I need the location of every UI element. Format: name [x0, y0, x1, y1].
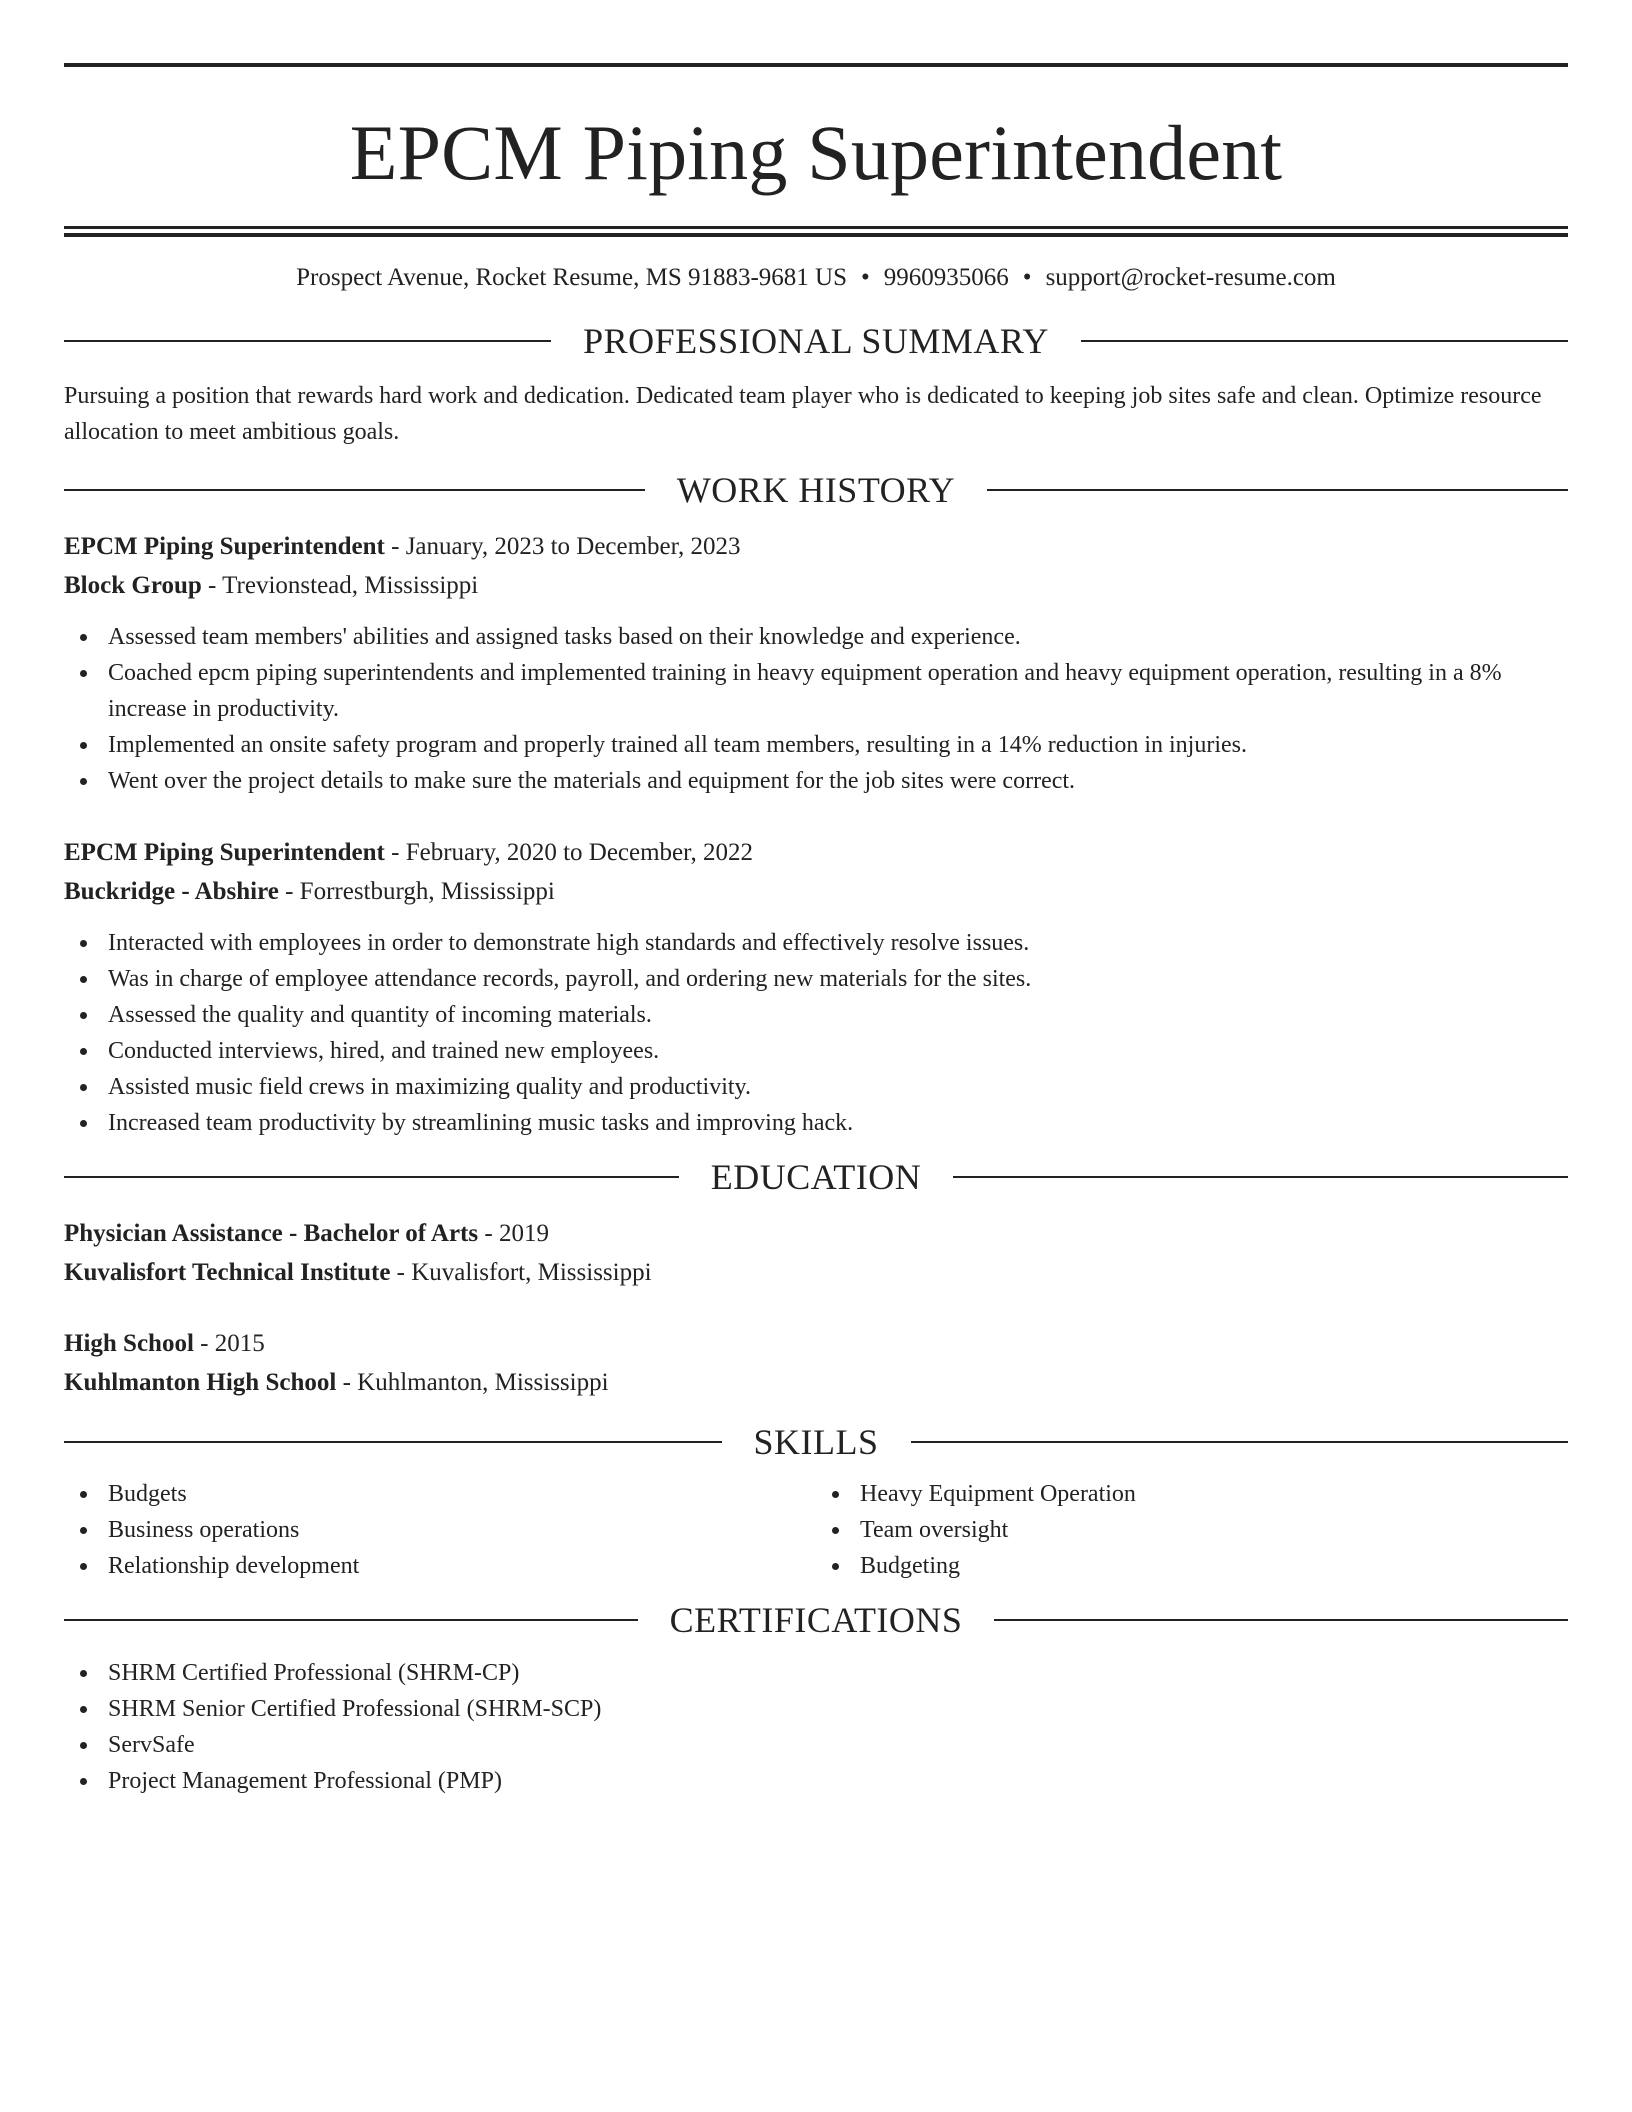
heading-rule	[994, 1619, 1568, 1621]
section-heading-work	[64, 467, 1568, 513]
certification-item: ServSafe	[64, 1727, 1568, 1763]
job-bullet: Conducted interviews, hired, and trained new employees.	[64, 1033, 1568, 1069]
contact-line	[64, 261, 1568, 295]
school-line	[64, 1363, 1568, 1402]
resume-title: EPCM Piping Superintendent	[349, 109, 1283, 196]
job-title: EPCM Piping Superintendent	[64, 839, 385, 866]
job-bullet: Went over the project details to make sure the materials and equipment for the job sites were correct.	[64, 763, 1568, 799]
section-heading-certifications	[64, 1597, 1568, 1643]
section-heading-education	[64, 1154, 1568, 1200]
top-rule	[64, 63, 1568, 67]
heading-rule	[1081, 340, 1568, 342]
job-title-line	[64, 527, 1568, 566]
job-bullet: Increased team productivity by streamlining music tasks and improving hack.	[64, 1105, 1568, 1141]
section-title: PROFESSIONAL SUMMARY	[583, 321, 1049, 361]
section-title: SKILLS	[753, 1422, 879, 1462]
section-heading-skills	[64, 1419, 1568, 1465]
certifications-list	[64, 1655, 1568, 1799]
job-bullets	[64, 619, 1568, 799]
job-bullet: Assisted music field crews in maximizing quality and productivity.	[64, 1069, 1568, 1105]
heading-rule	[64, 1176, 679, 1178]
skills-column-right	[816, 1476, 1568, 1584]
job-bullets	[64, 925, 1568, 1141]
education-entry	[64, 1324, 1568, 1402]
contact-email: support@rocket-resume.com	[1045, 264, 1336, 291]
contact-phone: 9960935066	[883, 264, 1009, 291]
school-location: - Kuvalisfort, Mississippi	[390, 1259, 652, 1286]
job-location: - Forrestburgh, Mississippi	[278, 878, 555, 905]
job-company: Buckridge - Abshire	[64, 878, 279, 905]
certification-item: SHRM Certified Professional (SHRM-CP)	[64, 1655, 1568, 1691]
summary-text: Pursuing a position that rewards hard work and dedication. Dedicated team player who is dedicated to keeping job sites safe and clean. Optimize resource allocation to meet ambitious goals.	[64, 383, 1542, 445]
skill-item: Budgeting	[816, 1548, 1568, 1584]
job-entry	[64, 833, 1568, 1141]
heading-rule	[64, 1441, 722, 1443]
degree: Physician Assistance - Bachelor of Arts	[64, 1220, 479, 1247]
degree-line	[64, 1214, 1568, 1253]
skill-item: Relationship development	[64, 1548, 816, 1584]
job-bullet: Assessed team members' abilities and assigned tasks based on their knowledge and experience.	[64, 619, 1568, 655]
section-heading-summary	[64, 318, 1568, 364]
school-line	[64, 1253, 1568, 1292]
job-bullet: Implemented an onsite safety program and properly trained all team members, resulting in a 14% reduction in injuries.	[64, 727, 1568, 763]
job-title-line	[64, 833, 1568, 872]
job-bullet: Coached epcm piping superintendents and implemented training in heavy equipment operation and heavy equipment operation, resulting in a 8% increase in productivity.	[64, 655, 1568, 727]
certification-item: Project Management Professional (PMP)	[64, 1763, 1568, 1799]
skill-item: Team oversight	[816, 1512, 1568, 1548]
job-bullet: Interacted with employees in order to demonstrate high standards and effectively resolve issues.	[64, 925, 1568, 961]
heading-rule	[987, 489, 1568, 491]
degree-year: - 2019	[478, 1220, 549, 1247]
job-dates: - January, 2023 to December, 2023	[384, 533, 741, 560]
contact-address: Prospect Avenue, Rocket Resume, MS 91883-9681 US	[296, 264, 848, 291]
skills-column-left	[64, 1476, 816, 1584]
job-company-line	[64, 566, 1568, 605]
contact-separator: •	[1022, 264, 1032, 291]
degree-line	[64, 1324, 1568, 1363]
job-company-line	[64, 872, 1568, 911]
job-entry	[64, 527, 1568, 799]
heading-rule	[64, 1619, 638, 1621]
job-bullet: Assessed the quality and quantity of incoming materials.	[64, 997, 1568, 1033]
certification-item: SHRM Senior Certified Professional (SHRM-SCP)	[64, 1691, 1568, 1727]
job-location: - Trevionstead, Mississippi	[201, 572, 479, 599]
section-title: EDUCATION	[710, 1157, 922, 1197]
skill-item: Heavy Equipment Operation	[816, 1476, 1568, 1512]
school: Kuvalisfort Technical Institute	[64, 1259, 391, 1286]
title-double-rule	[64, 226, 1568, 237]
heading-rule	[953, 1176, 1568, 1178]
heading-rule	[64, 489, 645, 491]
education-entry	[64, 1214, 1568, 1292]
heading-rule	[911, 1441, 1569, 1443]
job-title: EPCM Piping Superintendent	[64, 533, 385, 560]
section-title: WORK HISTORY	[676, 470, 956, 510]
skill-item: Business operations	[64, 1512, 816, 1548]
heading-rule	[64, 340, 551, 342]
job-company: Block Group	[64, 572, 202, 599]
section-title: CERTIFICATIONS	[669, 1600, 963, 1640]
school-location: - Kuhlmanton, Mississippi	[336, 1369, 609, 1396]
school: Kuhlmanton High School	[64, 1369, 337, 1396]
degree: High School	[64, 1330, 194, 1357]
skills-list	[64, 1476, 1568, 1584]
job-bullet: Was in charge of employee attendance records, payroll, and ordering new materials for the sites.	[64, 961, 1568, 997]
job-dates: - February, 2020 to December, 2022	[384, 839, 753, 866]
degree-year: - 2015	[193, 1330, 265, 1357]
contact-separator: •	[861, 264, 870, 291]
skill-item: Budgets	[64, 1476, 816, 1512]
